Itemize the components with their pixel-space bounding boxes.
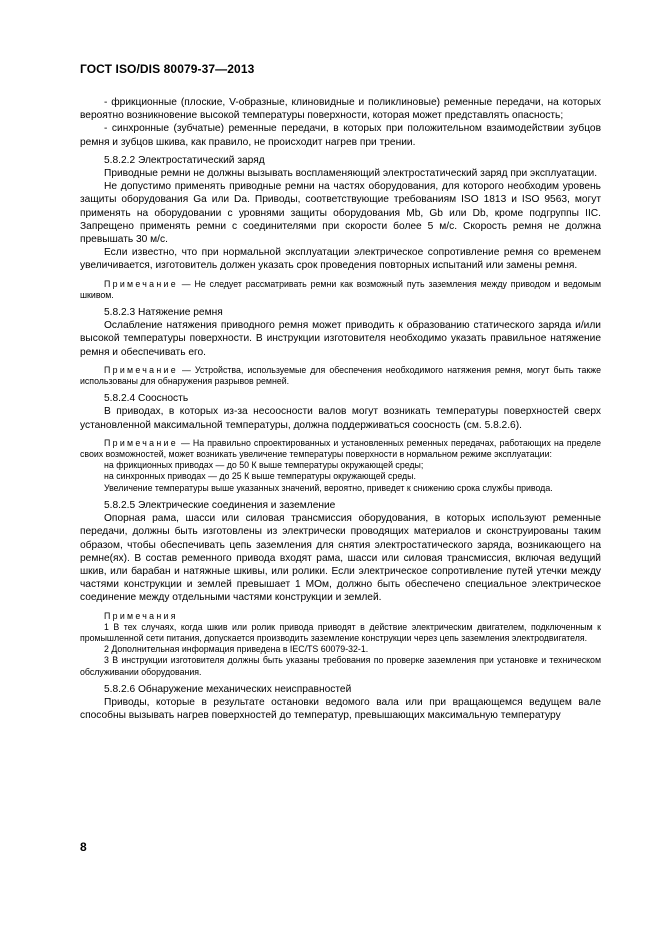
note-text: — Устройства, используемые для обеспечения необходимого натяжения ремня, могут быть также использованы для обнаружения разрывов ремней. [80, 364, 601, 387]
note-label: Примечание [104, 364, 178, 375]
paragraph: - синхронные (зубчатые) ременные передачи, в которых при положительном взаимодействии зубцов ремня и зубцов шкива, как правило, не происходит нагрев при трении. [80, 123, 601, 148]
note-line: Увеличение температуры выше указанных значений, вероятно, приведет к снижению срока службы привода. [104, 482, 553, 493]
note-line: 2 Дополнительная информация приведена в IEC/TS 60079-32-1. [104, 644, 369, 655]
note [80, 438, 601, 460]
notes-title: Примечания [104, 610, 178, 621]
section-heading: 5.8.2.5 Электрические соединения и заземление [104, 499, 336, 511]
note [80, 279, 601, 301]
note-line: 1 В тех случаях, когда шкив или ролик привода приводят в действие электрическим двигателем, подключенным к промышленной сети питания, допускается производить заземление конструкции через цепь заземления электродвигателя. [80, 621, 601, 643]
note-text: — Не следует рассматривать ремни как возможный путь заземления между приводом и ведомым шкивом. [80, 278, 601, 300]
section-heading: 5.8.2.4 Соосность [104, 393, 189, 405]
note-label: Примечание [104, 278, 178, 289]
document-body [80, 96, 601, 722]
paragraph: Приводы, которые в результате остановки ведомого вала или при вращающемся ведущем вале способны вызывать нагрев поверхностей до температур, превышающих максимальную температуру [80, 696, 601, 722]
note [80, 365, 601, 387]
page-number: 8 [80, 840, 87, 854]
paragraph: Если известно, что при нормальной эксплуатации электрическое сопротивление ремня со временем увеличивается, изготовитель должен указать срок проведения повторных испытаний или замены ремня. [80, 247, 601, 272]
paragraph: Ослабление натяжения приводного ремня может приводить к образованию статического заряда и/или высокой температуры поверхности. В инструкции изготовителя необходимо указать правильное натяжение ремня и обеспечивать его. [80, 320, 601, 358]
note-label: Примечание [104, 437, 178, 448]
note-line: на фрикционных приводах — до 50 К выше температуры окружающей среды; [104, 460, 424, 471]
note-text: — На правильно спроектированных и установленных ременных передачах, работающих на пределе своих возможностей, может возникать увеличение температуры поверхности в нормальном режиме эксплуатации: [80, 437, 601, 460]
paragraph: В приводах, в которых из-за несоосности валов могут возникать температуры поверхностей сверх установленной максимальной температуры, должна поддерживаться соосность (см. 5.8.2.6). [80, 406, 601, 431]
paragraph: - фрикционные (плоские, V-образные, клиновидные и поликлиновые) ременные передачи, на которых вероятно возникновение высокой температуры поверхности, которая может представлять опасность; [80, 97, 601, 122]
section-heading: 5.8.2.3 Натяжение ремня [104, 307, 223, 319]
document-header: ГОСТ ISO/DIS 80079-37—2013 [80, 62, 255, 76]
note-line: на синхронных приводах — до 25 К выше температуры окружающей среды. [104, 471, 416, 482]
section-heading: 5.8.2.2 Электростатический заряд [104, 154, 265, 166]
paragraph: Опорная рама, шасси или силовая трансмиссия оборудования, в которых используют ременные передачи, должны быть изготовлены из электрически проводящих материалов и сконструированы таким образом, чтобы обеспечивать цепь заземления для снятия электростатического заряда, возникающего на ремне(ях). В состав ременного привода входят рама, шасси или силовая трансмиссия, включая ведущий шкив, или барабан и натяжные шкивы, или ролики. Если электрическое сопротивление путей утечки между частями конструкции и землей превышает 1 МОм, должно быть обеспечено специальное электрическое соединение между отдельными частями конструкции и землей. [80, 513, 601, 604]
paragraph: Не допустимо применять приводные ремни на частях оборудования, для которого необходим уровень защиты оборудования Ga или Da. Приводы, соответствующие требованиям ISO 1813 и ISO 9563, могут применять на оборудовании с уровнями защиты оборудования Mb, Gb или Db, кроме подгруппы IIC. Запрещено применять ремни с соединителями при скорости более 5 м/с. Скорость ремня не должна превышать 30 м/с. [80, 181, 601, 246]
note-line: 3 В инструкции изготовителя должны быть указаны требования по проверке заземления при установке и техническом обслуживании оборудования. [80, 655, 601, 677]
paragraph: Приводные ремни не должны вызывать воспламеняющий электростатический заряд при эксплуатации. [104, 168, 598, 180]
section-heading: 5.8.2.6 Обнаружение механических неисправностей [104, 683, 352, 695]
